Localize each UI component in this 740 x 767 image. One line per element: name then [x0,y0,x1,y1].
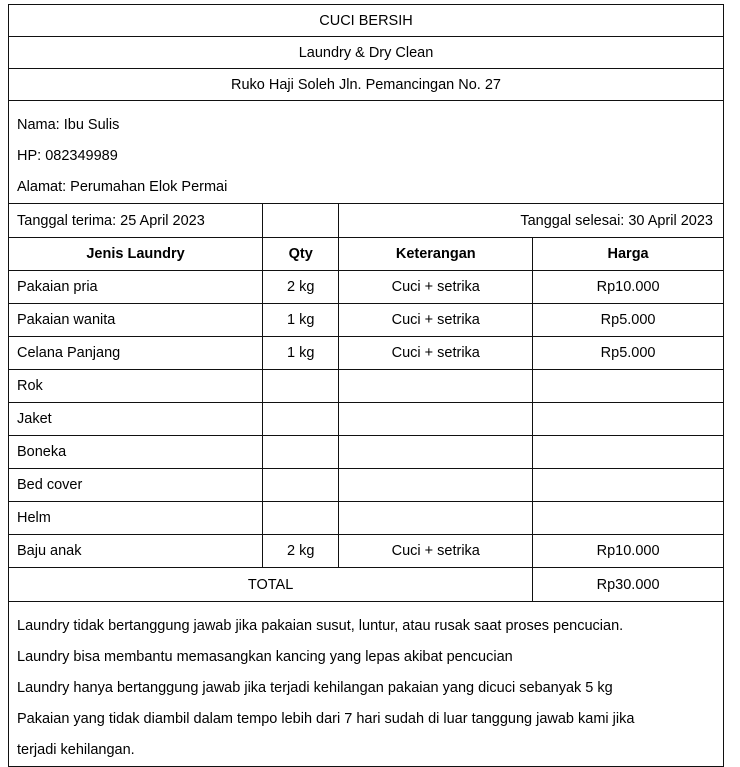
item-name: Boneka [17,444,67,460]
cell-item-harga [533,337,724,370]
table-row [9,469,724,502]
cell-item-qty [263,271,339,304]
table-row [9,535,724,568]
terms-cell [9,602,724,767]
item-qty: 1 kg [286,345,315,361]
item-qty: 1 kg [286,312,315,328]
address-row [9,69,724,101]
cell-item-harga [533,502,724,535]
cell-item-keterangan [339,535,533,568]
date-finished: Tanggal selesai: 30 April 2023 [520,212,713,229]
terms-line: Pakaian yang tidak diambil dalam tempo lebih dari 7 hari sudah di luar tanggung jawab kami jika [17,711,635,727]
cell-item-qty [263,469,339,502]
item-name: Pakaian wanita [17,312,116,328]
table-row [9,436,724,469]
date-received-cell [9,204,263,238]
total-value-cell [533,568,724,602]
date-finished-cell [339,204,724,238]
item-qty: 2 kg [286,279,315,295]
total-value: Rp30.000 [596,576,660,593]
cell-item-keterangan [339,469,533,502]
terms-line: Laundry bisa membantu memasangkan kancing yang lepas akibat pencucian [17,649,513,665]
item-keterangan: Cuci + setrika [391,279,480,295]
column-header-jenis-laundry [9,238,263,271]
cell-item-name [9,304,263,337]
cell-item-qty [263,502,339,535]
item-name: Celana Panjang [17,345,121,361]
table-header-row [9,238,724,271]
cell-item-keterangan [339,271,533,304]
business-name: CUCI BERSIH [319,12,413,29]
table-row [9,502,724,535]
column-header-harga [533,238,724,271]
date-received: Tanggal terima: 25 April 2023 [17,212,205,229]
table-row [9,337,724,370]
cell-item-harga [533,370,724,403]
item-harga: Rp5.000 [600,345,656,361]
cell-item-harga [533,469,724,502]
receipt-table [8,4,724,767]
terms-line: terjadi kehilangan. [17,742,135,758]
cell-item-name [9,436,263,469]
customer-address: Alamat: Perumahan Elok Permai [17,179,228,195]
item-name: Bed cover [17,477,83,493]
column-header-keterangan [339,238,533,271]
column-header-qty [263,238,339,271]
customer-phone: HP: 082349989 [17,148,118,164]
column-header-label: Qty [288,246,313,262]
cell-item-keterangan [339,370,533,403]
item-harga: Rp10.000 [596,543,660,559]
column-header-label: Harga [607,246,649,262]
total-label-cell [9,568,533,602]
tagline-cell [9,37,724,69]
cell-item-keterangan [339,436,533,469]
dates-spacer-cell [263,204,339,238]
cell-item-qty [263,403,339,436]
cell-item-qty [263,535,339,568]
cell-item-qty [263,436,339,469]
table-row [9,271,724,304]
item-qty: 2 kg [286,543,315,559]
cell-item-harga [533,436,724,469]
table-row [9,370,724,403]
cell-item-name [9,337,263,370]
cell-item-keterangan [339,502,533,535]
item-name: Baju anak [17,543,82,559]
item-name: Helm [17,510,51,526]
tagline-row [9,37,724,69]
item-keterangan: Cuci + setrika [391,543,480,559]
item-name: Jaket [17,411,52,427]
total-label: TOTAL [247,576,294,593]
terms-line: Laundry tidak bertanggung jawab jika pakaian susut, luntur, atau rusak saat proses pencucian. [17,618,624,634]
item-keterangan: Cuci + setrika [391,312,480,328]
cell-item-name [9,403,263,436]
cell-item-qty [263,337,339,370]
item-harga: Rp5.000 [600,312,656,328]
cell-item-qty [263,370,339,403]
total-row [9,568,724,602]
customer-info-row [9,101,724,204]
cell-item-harga [533,304,724,337]
terms-line: Laundry hanya bertanggung jawab jika terjadi kehilangan pakaian yang dicuci sebanyak 5 kg [17,680,613,696]
cell-item-harga [533,271,724,304]
cell-item-name [9,271,263,304]
business-tagline: Laundry & Dry Clean [298,44,434,61]
table-row [9,304,724,337]
cell-item-name [9,535,263,568]
customer-info-cell [9,101,724,204]
item-harga: Rp10.000 [596,279,660,295]
terms-row [9,602,724,767]
dates-row [9,204,724,238]
cell-item-harga [533,535,724,568]
business-address: Ruko Haji Soleh Jln. Pemancingan No. 27 [230,76,501,93]
cell-item-keterangan [339,337,533,370]
business-name-row [9,5,724,37]
business-name-cell [9,5,724,37]
cell-item-name [9,469,263,502]
item-keterangan: Cuci + setrika [391,345,480,361]
receipt-page [8,4,724,767]
item-name: Pakaian pria [17,279,98,295]
address-cell [9,69,724,101]
cell-item-name [9,502,263,535]
cell-item-keterangan [339,304,533,337]
cell-item-name [9,370,263,403]
column-header-label: Keterangan [395,246,476,262]
cell-item-qty [263,304,339,337]
column-header-label: Jenis Laundry [86,246,185,262]
customer-name: Nama: Ibu Sulis [17,117,120,133]
cell-item-keterangan [339,403,533,436]
item-name: Rok [17,378,43,394]
cell-item-harga [533,403,724,436]
table-row [9,403,724,436]
